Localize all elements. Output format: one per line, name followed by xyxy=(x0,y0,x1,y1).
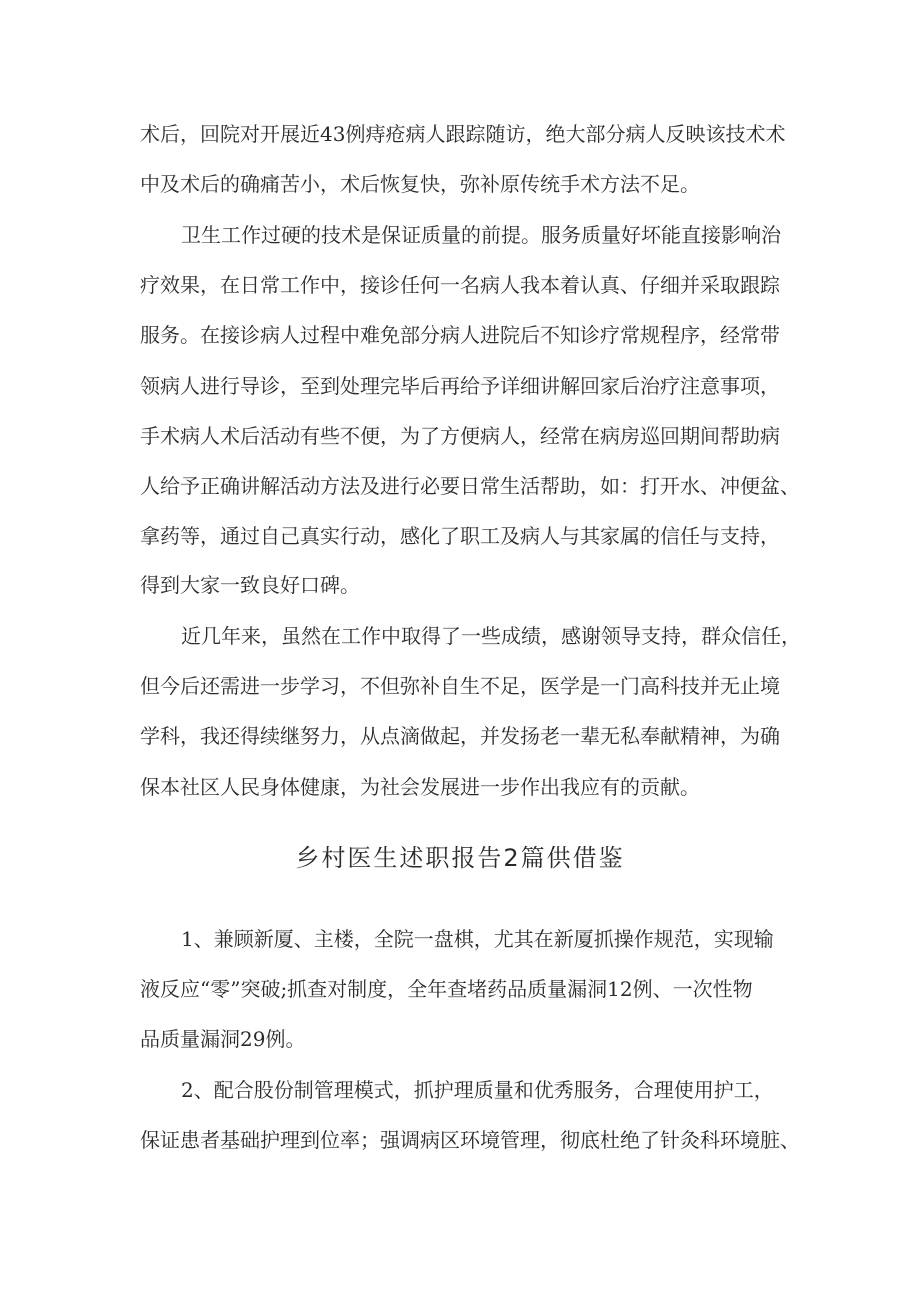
text-line: 术后，回院对开展近43例痔疮病人跟踪随访，绝大部分病人反映该技术术 xyxy=(140,122,786,146)
text-line: 品质量漏洞29例。 xyxy=(140,1027,306,1051)
text-line: 疗效果，在日常工作中，接诊任何一名病人我本着认真、仔细并采取跟踪 xyxy=(140,273,780,297)
text-line: 服务。在接诊病人过程中难免部分病人进院后不知诊疗常规程序，经常带 xyxy=(140,323,780,347)
text-line: 但今后还需进一步学习，不但弥补自生不足，医学是一门高科技并无止境 xyxy=(140,674,780,698)
section-title: 乡村医生述职报告2篇供借鉴 xyxy=(295,844,625,872)
text-line: 拿药等，通过自己真实行动，感化了职工及病人与其家属的信任与支持， xyxy=(140,524,780,548)
text-line: 液反应“零”突破;抓查对制度，全年查堵药品质量漏洞12例、一次性物 xyxy=(140,977,753,1001)
paragraph-start-line: 近几年来，虽然在工作中取得了一些成绩，感谢领导支持，群众信任， xyxy=(181,624,801,648)
text-line: 中及术后的确痛苦小，术后恢复快，弥补原传统手术方法不足。 xyxy=(140,172,700,196)
text-line: 领病人进行导诊，至到处理完毕后再给予详细讲解回家后治疗注意事项， xyxy=(140,374,780,398)
text-line: 学科，我还得续继努力，从点滴做起，并发扬老一辈无私奉献精神，为确 xyxy=(140,724,780,748)
paragraph-start-line: 2、配合股份制管理模式，抓护理质量和优秀服务，合理使用护工， xyxy=(181,1078,774,1102)
text-line: 手术病人术后活动有些不便，为了方便病人，经常在病房巡回期间帮助病 xyxy=(140,424,780,448)
paragraph-start-line: 卫生工作过硬的技术是保证质量的前提。服务质量好坏能直接影响治 xyxy=(181,223,781,247)
text-line: 人给予正确讲解活动方法及进行必要日常生活帮助，如：打开水、冲便盆、 xyxy=(140,474,800,498)
text-line: 得到大家一致良好口碑。 xyxy=(140,573,360,597)
paragraph-start-line: 1、兼顾新厦、主楼，全院一盘棋，尤其在新厦抓操作规范，实现输 xyxy=(181,927,774,951)
text-line: 保证患者基础护理到位率；强调病区环境管理，彻底杜绝了针灸科环境脏、 xyxy=(140,1128,800,1152)
text-line: 保本社区人民身体健康，为社会发展进一步作出我应有的贡献。 xyxy=(140,775,700,799)
